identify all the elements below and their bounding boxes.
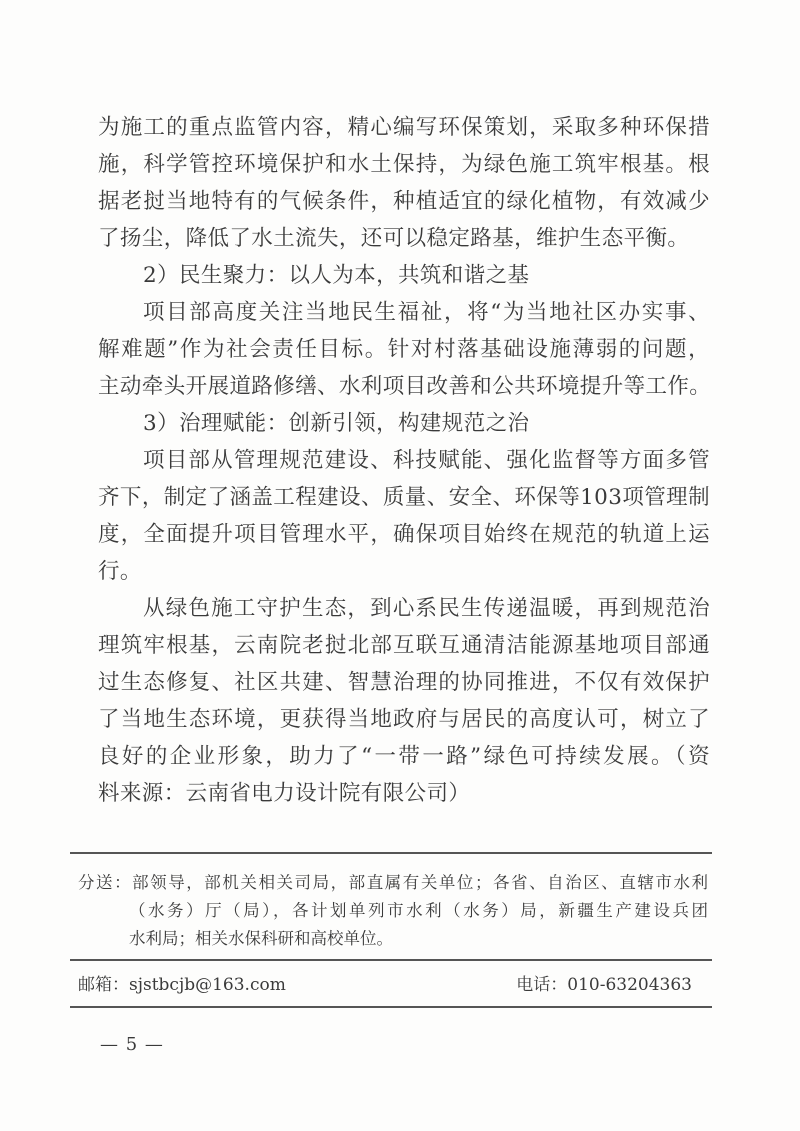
- distribution-list: [78, 869, 708, 953]
- body-line: 为施工的重点监管内容，精心编写环保策划，采取多种环保措: [98, 115, 710, 140]
- body-line: 施，科学管控环境保护和水土保持，为绿色施工筑牢根基。根: [98, 152, 710, 177]
- body-line: 解难题”作为社会责任目标。针对村落基础设施薄弱的问题，: [98, 337, 710, 362]
- distribution-line: 分送：部领导，部机关相关司局，部直属有关单位；各省、自治区、直辖市水利: [78, 873, 708, 892]
- divider-top: [70, 852, 712, 854]
- body-line: 良好的企业形象，助力了“一带一路”绿色可持续发展。（资: [98, 744, 710, 769]
- body-line: 项目部从管理规范建设、科技赋能、强化监督等方面多管: [143, 448, 710, 473]
- distribution-line: 水利局；相关水保科研和高校单位。: [129, 929, 393, 948]
- divider-middle: [70, 959, 712, 961]
- divider-bottom: [70, 1006, 712, 1008]
- body-line: 齐下，制定了涵盖工程建设、质量、安全、环保等103项管理制: [98, 485, 710, 510]
- body-line: 理筑牢根基，云南院老挝北部互联互通清洁能源基地项目部通: [98, 633, 710, 658]
- body-line: 过生态修复、社区共建、智慧治理的协同推进，不仅有效保护: [98, 670, 710, 695]
- contact-email: 邮箱：sjstbcjb@163.com: [78, 975, 286, 995]
- distribution-line: （水务）厅（局），各计划单列市水利（水务）局，新疆生产建设兵团: [129, 901, 708, 920]
- body-line: 主动牵头开展道路修缮、水利项目改善和公共环境提升等工作。: [98, 374, 712, 399]
- body-line: 了扬尘，降低了水土流失，还可以稳定路基，维护生态平衡。: [98, 226, 690, 251]
- section-heading-2: 2）民生聚力：以人为本，共筑和谐之基: [143, 263, 530, 288]
- page-number: — 5 —: [100, 1034, 164, 1055]
- contact-info: [78, 971, 692, 999]
- body-line: 据老挝当地特有的气候条件，种植适宜的绿化植物，有效减少: [98, 189, 710, 214]
- article-body: [98, 109, 710, 812]
- body-line: 了当地生态环境，更获得当地政府与居民的高度认可，树立了: [98, 707, 710, 732]
- body-line: 度，全面提升项目管理水平，确保项目始终在规范的轨道上运: [98, 522, 710, 547]
- source-line: 料来源：云南省电力设计院有限公司）: [98, 781, 471, 806]
- section-heading-3: 3）治理赋能：创新引领，构建规范之治: [143, 411, 530, 436]
- body-line: 行。: [98, 559, 142, 584]
- body-line: 项目部高度关注当地民生福祉，将“为当地社区办实事、: [143, 300, 710, 325]
- contact-phone: 电话：010-63204363: [516, 975, 692, 995]
- body-line: 从绿色施工守护生态，到心系民生传递温暖，再到规范治: [143, 596, 710, 621]
